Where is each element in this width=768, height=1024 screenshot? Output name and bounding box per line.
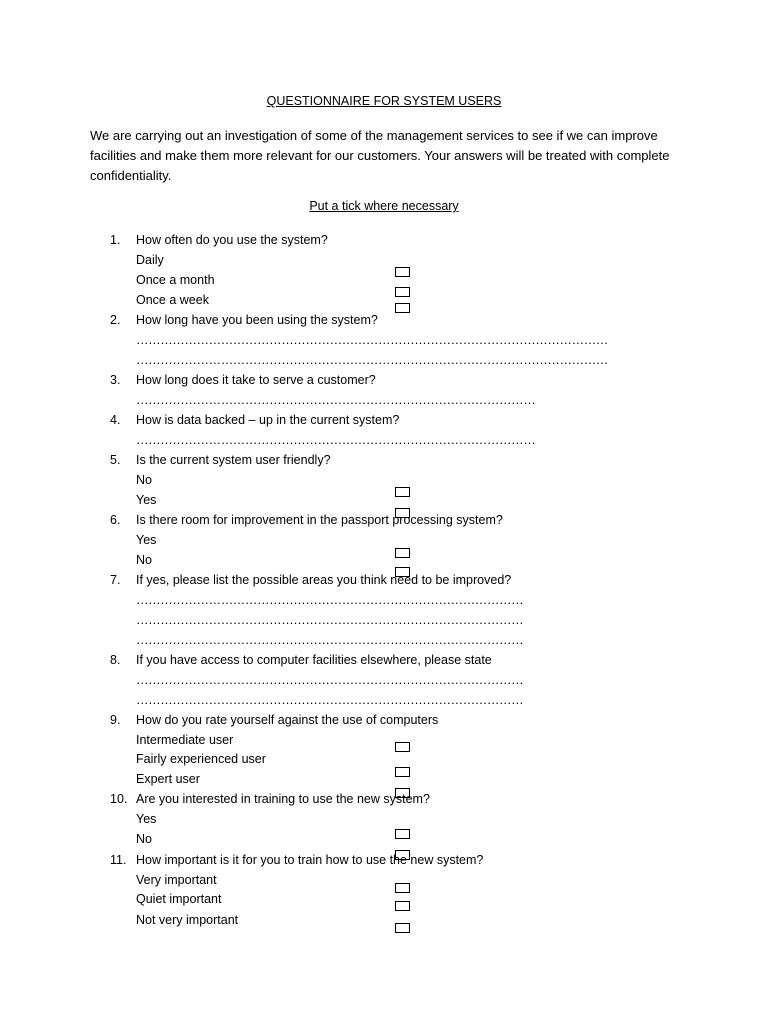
q1-option-once-a-month: Once a month bbox=[136, 273, 215, 287]
q9-checkbox-2[interactable] bbox=[395, 767, 410, 777]
q11-option-not-very-important: Not very important bbox=[136, 913, 239, 927]
question-11-number: 11. bbox=[110, 853, 127, 867]
question-4-text: How is data backed – up in the current system? bbox=[136, 413, 400, 427]
q9-option-fairly-experienced-user: Fairly experienced user bbox=[136, 752, 266, 766]
q1-checkbox-3[interactable] bbox=[395, 303, 410, 313]
q8-answer-line-1[interactable]: …………………………………………………………………………………… bbox=[136, 673, 524, 687]
question-4-number: 4. bbox=[110, 413, 121, 427]
question-5-text: Is the current system user friendly? bbox=[136, 453, 331, 467]
question-6-number: 6. bbox=[110, 513, 121, 527]
q11-checkbox-2[interactable] bbox=[395, 901, 410, 911]
question-7-text: If yes, please list the possible areas you think need to be improved? bbox=[136, 573, 512, 587]
question-10-number: 10. bbox=[110, 792, 128, 806]
question-11-text: How important is it for you to train how to use the new system? bbox=[136, 853, 484, 867]
q11-checkbox-3[interactable] bbox=[395, 923, 410, 933]
q5-checkbox-1[interactable] bbox=[395, 487, 410, 497]
q11-checkbox-1[interactable] bbox=[395, 883, 410, 893]
document-title: QUESTIONNAIRE FOR SYSTEM USERS bbox=[266, 94, 502, 108]
question-2-text: How long have you been using the system? bbox=[136, 313, 378, 327]
q2-answer-line-1[interactable]: ……………………………………………………………………………………………………… bbox=[136, 333, 608, 347]
question-3-number: 3. bbox=[110, 373, 121, 387]
q7-answer-line-2[interactable]: …………………………………………………………………………………… bbox=[136, 613, 524, 627]
q1-option-once-a-week: Once a week bbox=[136, 293, 209, 307]
question-3-text: How long does it take to serve a customer? bbox=[136, 373, 376, 387]
question-9-number: 9. bbox=[110, 713, 121, 727]
q9-option-intermediate-user: Intermediate user bbox=[136, 733, 234, 747]
q7-answer-line-3[interactable]: …………………………………………………………………………………… bbox=[136, 633, 524, 647]
q1-checkbox-1[interactable] bbox=[395, 267, 410, 277]
q1-option-daily: Daily bbox=[136, 253, 164, 267]
q3-answer-line-1[interactable]: ……………………………………………………………………………………… bbox=[136, 393, 536, 407]
question-7-number: 7. bbox=[110, 573, 121, 587]
q4-answer-line-1[interactable]: ……………………………………………………………………………………… bbox=[136, 433, 536, 447]
q11-option-quiet-important: Quiet important bbox=[136, 892, 222, 906]
question-5-number: 5. bbox=[110, 453, 121, 467]
q6-option-yes: Yes bbox=[136, 533, 157, 547]
question-6-text: Is there room for improvement in the passport processing system? bbox=[136, 513, 503, 527]
instruction-text: Put a tick where necessary bbox=[309, 199, 459, 213]
q8-answer-line-2[interactable]: …………………………………………………………………………………… bbox=[136, 693, 524, 707]
q9-checkbox-1[interactable] bbox=[395, 742, 410, 752]
q6-checkbox-1[interactable] bbox=[395, 548, 410, 558]
q7-answer-line-1[interactable]: …………………………………………………………………………………… bbox=[136, 593, 524, 607]
q10-option-yes: Yes bbox=[136, 812, 157, 826]
question-9-text: How do you rate yourself against the use of computers bbox=[136, 713, 439, 727]
question-1-text: How often do you use the system? bbox=[136, 233, 328, 247]
q2-answer-line-2[interactable]: ……………………………………………………………………………………………………… bbox=[136, 353, 608, 367]
q6-option-no: No bbox=[136, 553, 152, 567]
q9-option-expert-user: Expert user bbox=[136, 772, 200, 786]
question-8-number: 8. bbox=[110, 653, 121, 667]
q10-checkbox-1[interactable] bbox=[395, 829, 410, 839]
q11-option-very-important: Very important bbox=[136, 873, 217, 887]
intro-paragraph: We are carrying out an investigation of some of the management services to see if we can improve facilities and make them more relevant for our customers. Your answers will be treated with complete confidentiality. bbox=[90, 128, 670, 183]
q10-option-no: No bbox=[136, 832, 152, 846]
question-8-text: If you have access to computer facilities elsewhere, please state bbox=[136, 653, 492, 667]
question-2-number: 2. bbox=[110, 313, 121, 327]
q1-checkbox-2[interactable] bbox=[395, 287, 410, 297]
q5-option-yes: Yes bbox=[136, 493, 157, 507]
question-1-number: 1. bbox=[110, 233, 121, 247]
q5-option-no: No bbox=[136, 473, 152, 487]
question-10-text: Are you interested in training to use the new system? bbox=[136, 792, 430, 806]
